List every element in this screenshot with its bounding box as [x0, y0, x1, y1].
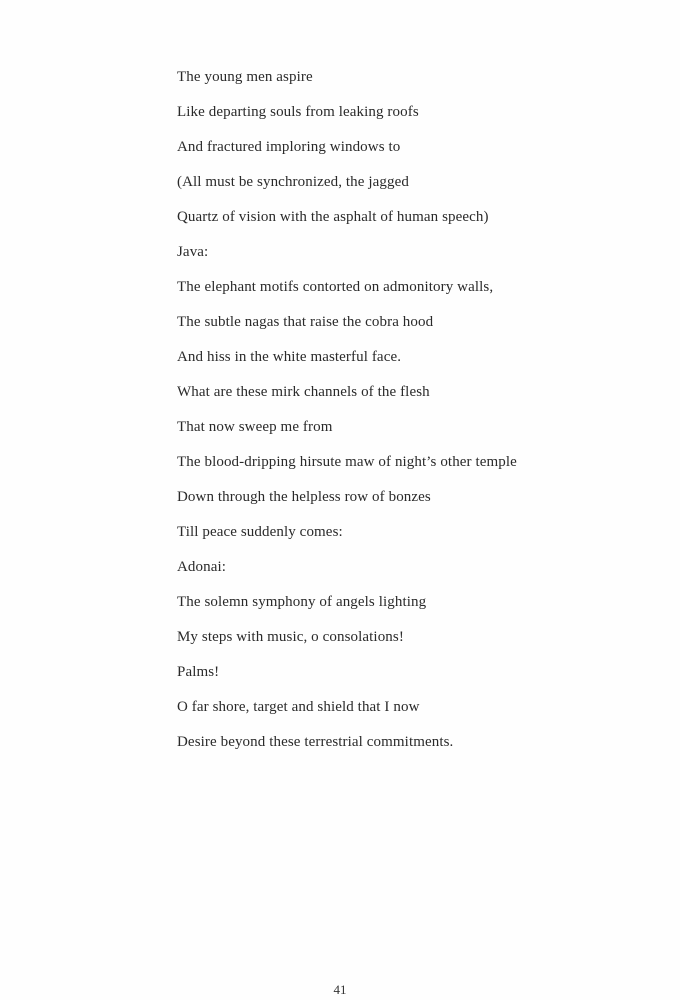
poem-line: (All must be synchronized, the jagged [177, 174, 409, 190]
poem-line: And hiss in the white masterful face. [177, 349, 402, 365]
poem-text [177, 60, 517, 760]
poem-line: Palms! [177, 664, 220, 680]
page-number: 41 [333, 982, 347, 997]
poem-line: That now sweep me from [177, 419, 333, 435]
poem-line: What are these mirk channels of the flesh [177, 384, 430, 400]
poem-line: My steps with music, o consolations! [177, 629, 404, 645]
poem-line: The subtle nagas that raise the cobra hood [177, 314, 434, 330]
poem-line: Quartz of vision with the asphalt of human speech) [177, 209, 489, 225]
poem-line: The elephant motifs contorted on admonitory walls, [177, 279, 494, 295]
poem-line: O far shore, target and shield that I now [177, 699, 420, 715]
poem-line: The young men aspire [177, 69, 313, 85]
poem-line: Down through the helpless row of bonzes [177, 489, 431, 505]
poem-line: And fractured imploring windows to [177, 139, 401, 155]
poem-line: Desire beyond these terrestrial commitments. [177, 734, 454, 750]
poem-line: The blood-dripping hirsute maw of night’s other temple [177, 454, 517, 470]
poem-line: Adonai: [177, 559, 227, 575]
poem-line: Like departing souls from leaking roofs [177, 104, 419, 120]
poem-line: The solemn symphony of angels lighting [177, 594, 427, 610]
poem-line: Java: [177, 244, 209, 260]
poem-line: Till peace suddenly comes: [177, 524, 343, 540]
